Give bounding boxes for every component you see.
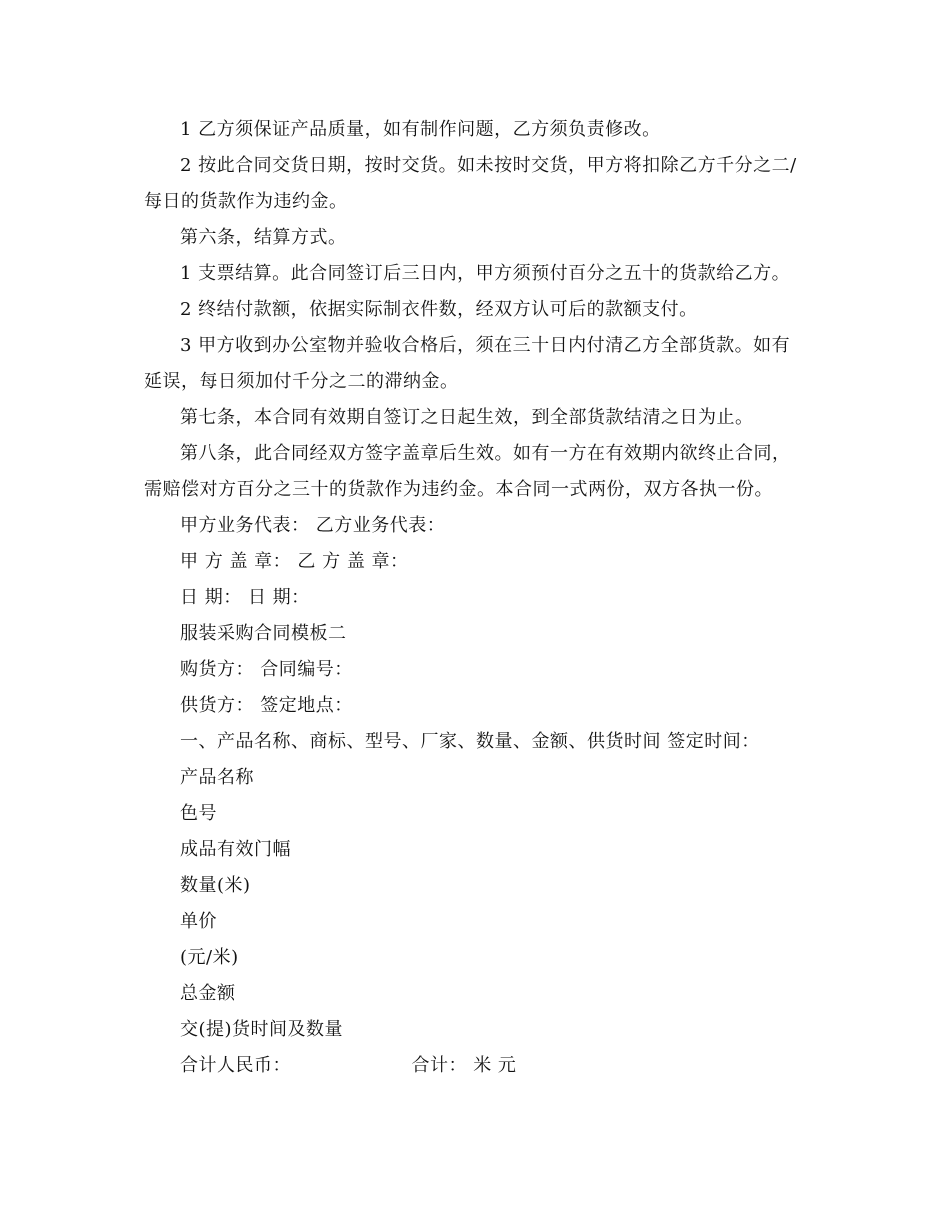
field-quantity: 数量(米) [180,875,251,896]
field-product-name: 产品名称 [180,767,254,788]
field-unit-price-unit: (元/米) [180,947,239,968]
contract-body [144,112,808,1084]
field-total-amount: 总金额 [180,983,236,1004]
clause-prepayment: 1 支票结算。此合同签订后三日内，甲方须预付百分之五十的货款给乙方。 [180,263,791,284]
buyer-line: 购货方： 合同编号： [180,659,353,680]
total-rmb-label: 合计人民币： [180,1055,291,1076]
field-color-code: 色号 [180,803,217,824]
article-eight: 第八条，此合同经双方签字盖章后生效。如有一方在有效期内欲终止合同，需赔偿对方百分之三十的货款作为违约金。本合同一式两份，双方各执一份。 [144,443,791,500]
field-unit-price: 单价 [180,911,217,932]
template-two-title: 服装采购合同模板二 [180,623,347,644]
section-one-heading: 一、产品名称、商标、型号、厂家、数量、金额、供货时间 签定时间： [180,731,760,752]
clause-final-payment: 2 终结付款额，依据实际制衣件数，经双方认可后的款额支付。 [180,299,698,320]
representatives-line: 甲方业务代表： 乙方业务代表： [180,515,446,536]
article-six-heading: 第六条，结算方式。 [180,227,347,248]
article-seven: 第七条，本合同有效期自签订之日起生效，到全部货款结清之日为止。 [180,407,754,428]
field-width: 成品有效门幅 [180,839,291,860]
seal-line: 甲 方 盖 章： 乙 方 盖 章： [180,551,409,572]
supplier-line: 供货方： 签定地点： [180,695,353,716]
date-line: 日 期： 日 期： [180,587,310,608]
total-label: 合计： [411,1055,467,1076]
total-row [144,1048,808,1084]
total-units: 米 元 [473,1055,517,1076]
clause-quality: 1 乙方须保证产品质量，如有制作问题，乙方须负责修改。 [180,119,661,140]
field-delivery-time: 交(提)货时间及数量 [180,1019,344,1040]
clause-late-fee: 3 甲方收到办公室物并验收合格后，须在三十日内付清乙方全部货款。如有延误，每日须加付千分之二的滞纳金。 [144,335,791,392]
clause-delivery: 2 按此合同交货日期，按时交货。如未按时交货，甲方将扣除乙方千分之二/每日的货款作为违约金。 [144,155,797,212]
